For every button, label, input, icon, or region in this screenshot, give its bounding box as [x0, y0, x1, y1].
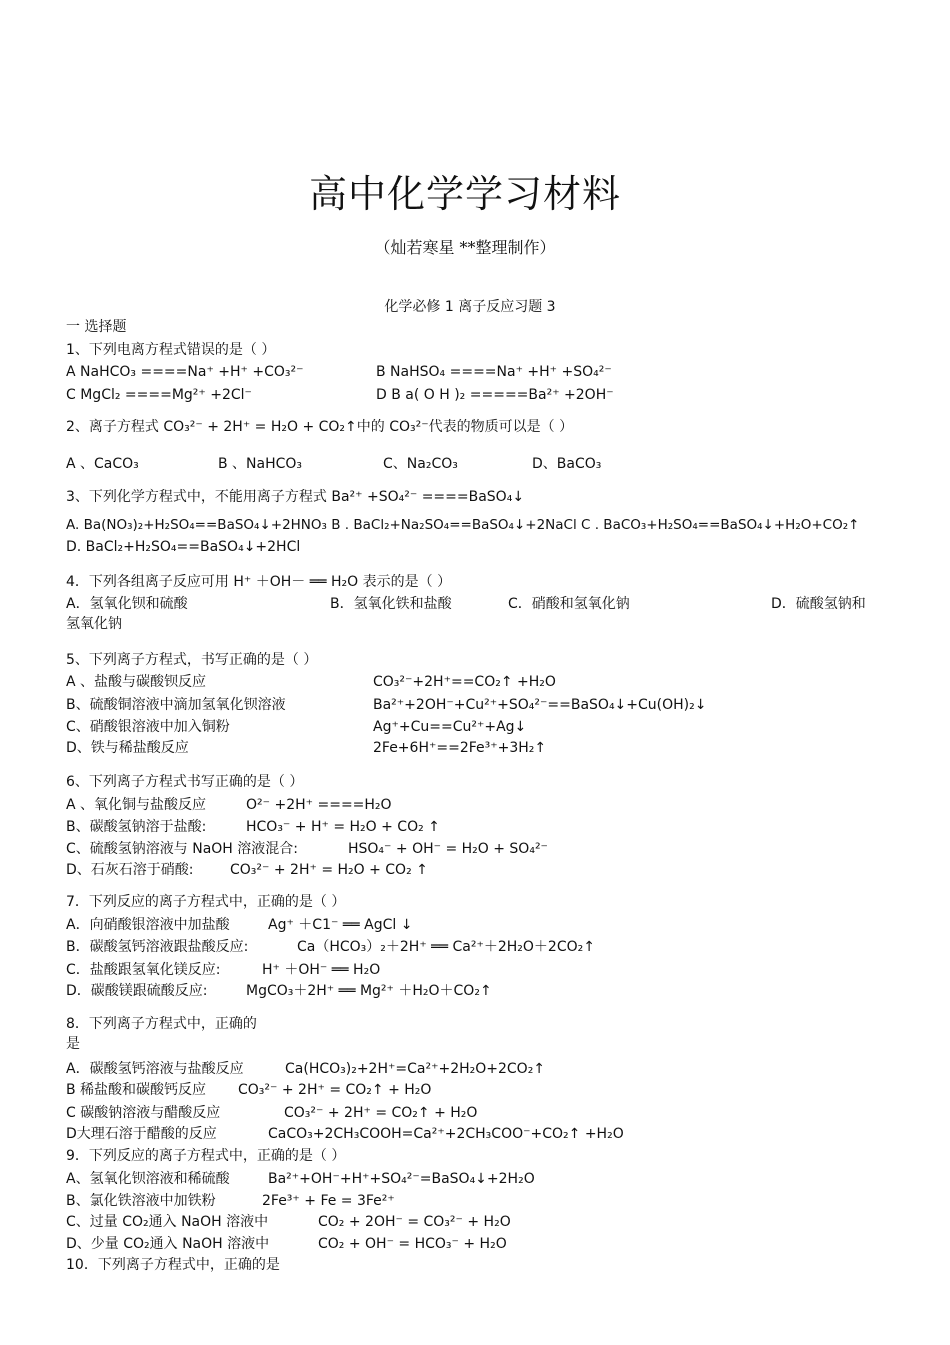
q7-option-a-label: A．向硝酸银溶液中加盐酸	[66, 917, 230, 933]
q7-option-b-label: B．碳酸氢钙溶液跟盐酸反应:	[66, 939, 249, 955]
q7-option-b-eq: Ca（HCO₃）₂＋2H⁺ ══ Ca²⁺＋2H₂O＋2CO₂↑	[297, 939, 595, 955]
q8-option-b-label: B 稀盐酸和碳酸钙反应	[66, 1082, 207, 1098]
q6-option-c-eq: HSO₄⁻ + OH⁻ = H₂O + SO₄²⁻	[348, 841, 548, 857]
q1-stem: 1、下列电离方程式错误的是（ ）	[66, 342, 276, 358]
q4-option-c: C．硝酸和氢氧化钠	[508, 596, 630, 612]
q4-stem: 4．下列各组离子反应可用 H⁺ ＋OH－ ══ H₂O 表示的是（ ）	[66, 574, 452, 590]
q7-option-a-eq: Ag⁺ ＋C1⁻ ══ AgCl ↓	[268, 917, 413, 933]
q9-option-a-eq: Ba²⁺+OH⁻+H⁺+SO₄²⁻=BaSO₄↓+2H₂O	[268, 1171, 535, 1187]
q9-stem: 9．下列反应的离子方程式中，正确的是（ ）	[66, 1148, 346, 1164]
q3-stem: 3、下列化学方程式中，不能用离子方程式 Ba²⁺ +SO₄²⁻ ====BaSO₄↓	[66, 489, 525, 505]
q1-option-c: C MgCl₂ ====Mg²⁺ +2Cl⁻	[66, 387, 252, 403]
q4-option-d-cont: 氢氧化钠	[66, 616, 122, 632]
q4-option-b: B．氢氧化铁和盐酸	[330, 596, 452, 612]
q7-option-d-eq: MgCO₃＋2H⁺ ══ Mg²⁺ ＋H₂O＋CO₂↑	[246, 983, 492, 999]
q5-option-b-label: B、硫酸铜溶液中滴加氢氧化钡溶液	[66, 697, 286, 713]
q5-option-c-label: C、硝酸银溶液中加入铜粉	[66, 719, 230, 735]
q8-option-c-label: C 碳酸钠溶液与醋酸反应	[66, 1105, 221, 1121]
q9-option-c-label: C、过量 CO₂通入 NaOH 溶液中	[66, 1214, 269, 1230]
q6-option-c-label: C、硫酸氢钠溶液与 NaOH 溶液混合:	[66, 841, 298, 857]
q8-stem: 8．下列离子方程式中，正确的	[66, 1016, 257, 1032]
q2-option-c: C、Na₂CO₃	[383, 456, 458, 472]
q2-option-d: D、BaCO₃	[532, 456, 602, 472]
q8-option-d-eq: CaCO₃+2CH₃COOH=Ca²⁺+2CH₃COO⁻+CO₂↑ +H₂O	[268, 1126, 624, 1142]
q5-option-d-label: D、铁与稀盐酸反应	[66, 740, 189, 756]
q7-stem: 7．下列反应的离子方程式中，正确的是（ ）	[66, 894, 346, 910]
q2-option-a: A 、CaCO₃	[66, 456, 139, 472]
section-label: 一 选择题	[66, 319, 127, 335]
q5-option-d-eq: 2Fe+6H⁺==2Fe³⁺+3H₂↑	[373, 740, 547, 756]
q9-option-b-label: B、氯化铁溶液中加铁粉	[66, 1193, 216, 1209]
q6-option-d-label: D、石灰石溶于硝酸:	[66, 862, 194, 878]
q5-option-a-label: A 、盐酸与碳酸钡反应	[66, 674, 207, 690]
q6-stem: 6、下列离子方程式书写正确的是（ ）	[66, 774, 304, 790]
q5-option-b-eq: Ba²⁺+2OH⁻+Cu²⁺+SO₄²⁻==BaSO₄↓+Cu(OH)₂↓	[373, 697, 707, 713]
q8-option-a-label: A．碳酸氢钙溶液与盐酸反应	[66, 1061, 244, 1077]
q8-option-d-label: D大理石溶于醋酸的反应	[66, 1126, 217, 1142]
q1-option-a: A NaHCO₃ ====Na⁺ +H⁺ +CO₃²⁻	[66, 364, 304, 380]
q7-option-c-eq: H⁺ ＋OH⁻ ══ H₂O	[262, 962, 381, 978]
q1-option-d: D B a( O H )₂ =====Ba²⁺ +2OH⁻	[376, 387, 614, 403]
q7-option-c-label: C．盐酸跟氢氧化镁反应:	[66, 962, 221, 978]
q3-option-d: D. BaCl₂+H₂SO₄==BaSO₄↓+2HCl	[66, 539, 301, 555]
q4-option-d: D．硫酸氢钠和	[771, 596, 866, 612]
document-subtitle: （灿若寒星 **整理制作）	[374, 238, 556, 257]
q5-option-a-eq: CO₃²⁻+2H⁺==CO₂↑ +H₂O	[373, 674, 556, 690]
q2-stem: 2、离子方程式 CO₃²⁻ + 2H⁺ = H₂O + CO₂↑中的 CO₃²⁻代表的物质可以是（ ）	[66, 419, 574, 435]
q6-option-d-eq: CO₃²⁻ + 2H⁺ = H₂O + CO₂ ↑	[230, 862, 428, 878]
q2-option-b: B 、NaHCO₃	[218, 456, 303, 472]
q4-option-a: A．氢氧化钡和硫酸	[66, 596, 188, 612]
q6-option-a-eq: O²⁻ +2H⁺ ====H₂O	[246, 797, 392, 813]
q3-options-abc: A. Ba(NO₃)₂+H₂SO₄==BaSO₄↓+2HNO₃ B . BaCl₂+Na₂SO₄==BaSO₄↓+2NaCl C . BaCO₃+H₂SO₄==BaSO₄↓+H₂O+CO₂↑	[66, 517, 860, 533]
q5-option-c-eq: Ag⁺+Cu==Cu²⁺+Ag↓	[373, 719, 527, 735]
q8-option-a-eq: Ca(HCO₃)₂+2H⁺=Ca²⁺+2H₂O+2CO₂↑	[285, 1061, 546, 1077]
q10-stem: 10．下列离子方程式中，正确的是	[66, 1257, 280, 1273]
q6-option-a-label: A 、氧化铜与盐酸反应	[66, 797, 207, 813]
q9-option-d-label: D、少量 CO₂通入 NaOH 溶液中	[66, 1236, 270, 1252]
q8-option-b-eq: CO₃²⁻ + 2H⁺ = CO₂↑ + H₂O	[238, 1082, 432, 1098]
q8-option-c-eq: CO₃²⁻ + 2H⁺ = CO₂↑ + H₂O	[284, 1105, 478, 1121]
document-title: 高中化学学习材料	[308, 172, 621, 216]
q1-option-b: B NaHSO₄ ====Na⁺ +H⁺ +SO₄²⁻	[376, 364, 612, 380]
section-heading: 化学必修 1 离子反应习题 3	[384, 299, 556, 315]
q9-option-b-eq: 2Fe³⁺ + Fe = 3Fe²⁺	[262, 1193, 395, 1209]
q7-option-d-label: D．碳酸镁跟硫酸反应:	[66, 983, 208, 999]
q9-option-d-eq: CO₂ + OH⁻ = HCO₃⁻ + H₂O	[318, 1236, 507, 1252]
q6-option-b-eq: HCO₃⁻ + H⁺ = H₂O + CO₂ ↑	[246, 819, 440, 835]
q9-option-c-eq: CO₂ + 2OH⁻ = CO₃²⁻ + H₂O	[318, 1214, 511, 1230]
q5-stem: 5、下列离子方程式，书写正确的是（ ）	[66, 652, 318, 668]
q8-stem-cont: 是	[66, 1036, 80, 1052]
q6-option-b-label: B、碳酸氢钠溶于盐酸:	[66, 819, 207, 835]
q9-option-a-label: A、氢氧化钡溶液和稀硫酸	[66, 1171, 230, 1187]
